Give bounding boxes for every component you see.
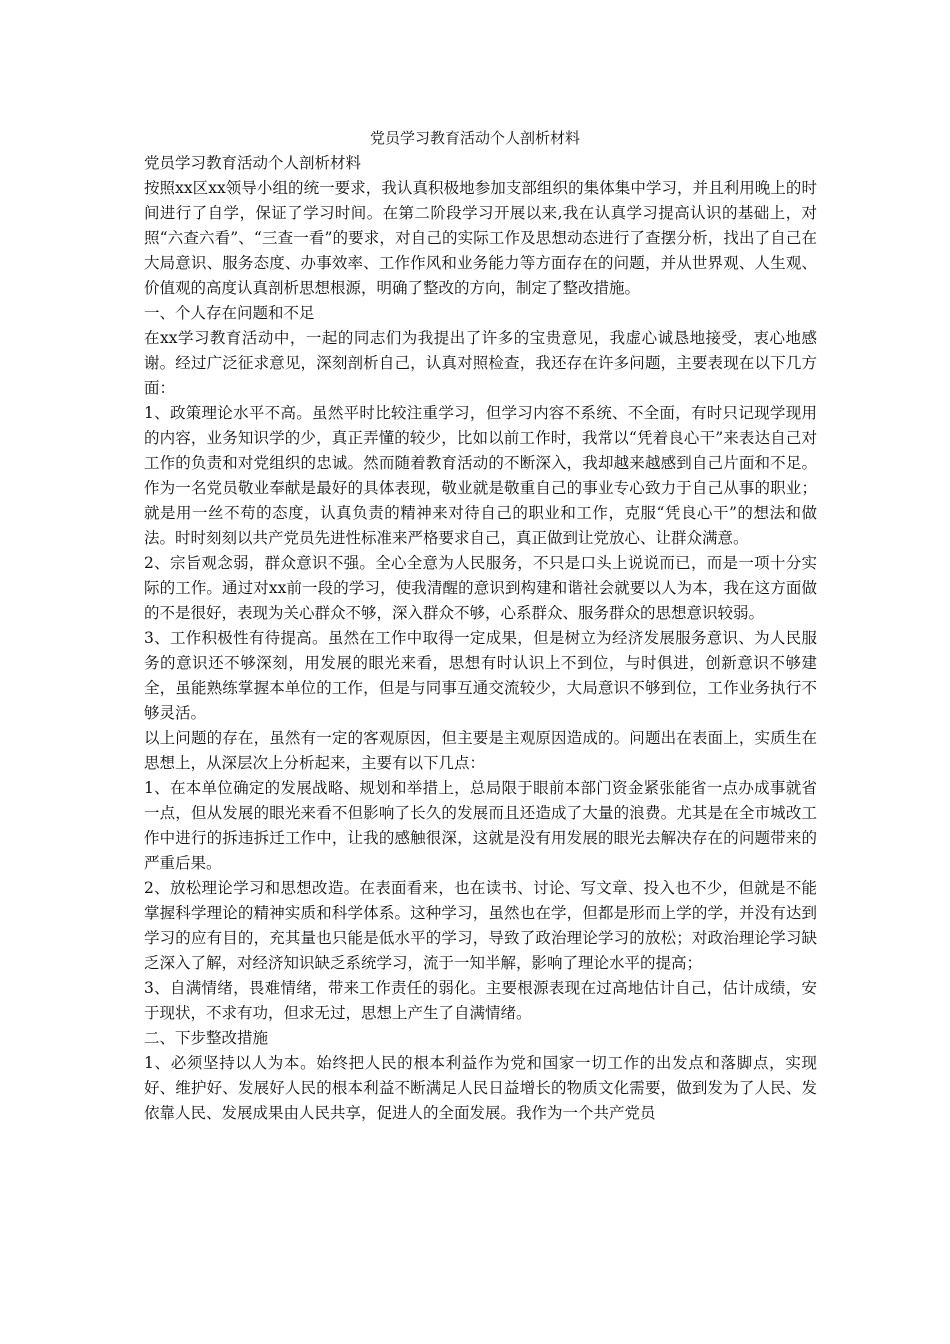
paragraph-cause-2: 2、放松理论学习和思想改造。在表面看来，也在读书、讨论、写文章、投入也不少，但就是不能掌握科学理论的精神实质和科学体系。这种学习，虽然也在学，但都是形而上学的学，并没有达到学习的应有目的，充其量也只能是低水平的学习，导致了政治理论学习的放松；对政治理论学习缺乏深入了解，对经济知识缺乏系统学习，流于一知半解，影响了理论水平的提高； [144,879,817,972]
paragraph-causes-intro: 以上问题的存在，虽然有一定的客观原因，但主要是主观原因造成的。问题出在表面上，实质生在思想上，从深层次上分析起来，主要有以下几点： [144,729,817,772]
paragraph-cause-3: 3、自满情绪，畏难情绪，带来工作责任的弱化。主要根源表现在过高地估计自己，估计成绩，安于现状，不求有功，但求无过，思想上产生了自满情绪。 [144,979,817,1022]
paragraph-problem-2: 2、宗旨观念弱，群众意识不强。全心全意为人民服务，不只是口头上说说而已，而是一项十分实际的工作。通过对xx前一段的学习，使我清醒的意识到构建和谐社会就要以人为本，我在这方面做的不是很好，表现为关心群众不够，深入群众不够，心系群众、服务群众的思想意识较弱。 [144,554,817,622]
paragraph-feedback: 在xx学习教育活动中，一起的同志们为我提出了许多的宝贵意见，我虚心诚恳地接受，衷心地感谢。经过广泛征求意见，深刻剖析自己，认真对照检查，我还存在许多问题，主要表现在以下几方面： [144,329,817,397]
paragraph-subtitle: 党员学习教育活动个人剖析材料 [144,154,362,172]
paragraph-cause-1: 1、在本单位确定的发展战略、规划和举措上，总局限于眼前本部门资金紧张能省一点办成事就省一点，但从发展的眼光来看不但影响了长久的发展而且还造成了大量的浪费。尤其是在全市城改工作中进行的拆违拆迁工作中，让我的感触很深，这就是没有用发展的眼光去解决存在的问题带来的严重后果。 [144,779,817,872]
section-heading-problems: 一、个人存在问题和不足 [144,304,315,322]
document-body [144,151,817,1126]
paragraph-problem-3: 3、工作积极性有待提高。虽然在工作中取得一定成果，但是树立为经济发展服务意识、为人民服务的意识还不够深刻，用发展的眼光来看，思想有时认识上不到位，与时俱进，创新意识不够建全，虽能熟练掌握本单位的工作，但是与同事互通交流较少，大局意识不够到位，工作业务执行不够灵活。 [144,629,817,722]
document-title: 党员学习教育活动个人剖析材料 [369,129,580,147]
paragraph-intro: 按照xx区xx领导小组的统一要求，我认真积极地参加支部组织的集体集中学习，并且利用晚上的时间进行了自学，保证了学习时间。在第二阶段学习开展以来,我在认真学习提高认识的基础上，对照“六查六看”、“三查一看”的要求，对自己的实际工作及思想动态进行了查摆分析，找出了自己在大局意识、服务态度、办事效率、工作作风和业务能力等方面存在的问题，并从世界观、人生观、价值观的高度认真剖析思想根源，明确了整改的方向，制定了整改措施。 [144,179,817,297]
paragraph-measure-1: 1、必须坚持以人为本。始终把人民的根本利益作为党和国家一切工作的出发点和落脚点，实现好、维护好、发展好人民的根本利益不断满足人民日益增长的物质文化需要，做到发为了人民、发依靠人民、发展成果由人民共享，促进人的全面发展。我作为一个共产党员 [144,1054,817,1122]
section-heading-measures: 二、下步整改措施 [144,1029,269,1047]
paragraph-problem-1: 1、政策理论水平不高。虽然平时比较注重学习，但学习内容不系统、不全面，有时只记现学现用的内容，业务知识学的少，真正弄懂的较少，比如以前工作时，我常以“凭着良心干”来表达自己对工作的负责和对党组织的忠诚。然而随着教育活动的不断深入，我却越来越感到自己片面和不足。作为一名党员敬业奉献是最好的具体表现，敬业就是敬重自己的事业专心致力于自己从事的职业；就是用一丝不苟的态度，认真负责的精神来对待自己的职业和工作，克服“凭良心干”的想法和做法。时时刻刻以共产党员先进性标准来严格要求自己，真正做到让党放心、让群众满意。 [144,404,817,547]
